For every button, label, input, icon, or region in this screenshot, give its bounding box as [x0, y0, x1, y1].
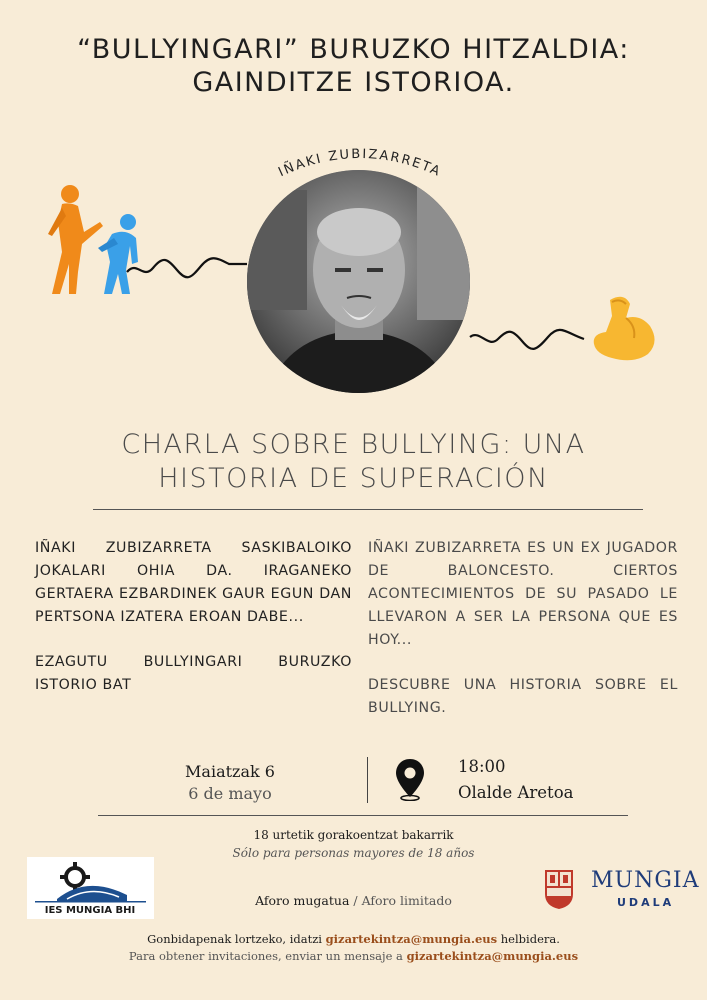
description-eu-p2: EZAGUTU BULLYINGARI BURUZKO ISTORIO BAT: [35, 654, 352, 693]
description-es-p1: IÑAKI ZUBIZARRETA ES UN EX JUGADOR DE BALONCESTO. CIERTOS ACONTECIMIENTOS DE SU PASADO LE LLEVARON A SER LA PERSONA QUE ES HOY...: [368, 540, 678, 648]
invitation-eu-post: helbidera.: [497, 932, 560, 946]
mungia-name: MUNGIA: [591, 868, 700, 893]
title-es-line-1: CHARLA SOBRE BULLYING: UNA: [121, 429, 586, 460]
mungia-shield-icon: [543, 868, 575, 910]
title-eu-line-2: GAINDITZE ISTORIOA.: [192, 67, 515, 98]
main-title-eu: [0, 33, 707, 99]
speaker-name-text: IÑAKI ZUBIZARRETA: [276, 146, 444, 181]
squiggle-line-right: [468, 325, 588, 355]
bullying-figures-icon: [40, 182, 150, 302]
description-es-p2: DESCUBRE UNA HISTORIA SOBRE EL BULLYING.: [368, 677, 678, 716]
squiggle-line-left: [125, 250, 250, 280]
mungia-sub: UDALA: [617, 896, 675, 909]
title-es-line-2: HISTORIA DE SUPERACIÓN: [158, 463, 549, 494]
capacity-es: Aforo limitado: [361, 893, 452, 908]
invitation-eu: [0, 932, 707, 946]
description-eu-p1: IÑAKI ZUBIZARRETA SASKIBALOIKO JOKALARI OHIA DA. IRAGANEKO GERTAERA EZBARDINEK GAUR EGUN DAN PERTSONA IZATERA EROAN DABE...: [35, 540, 352, 625]
event-divider: [367, 757, 368, 803]
flexed-biceps-icon: [590, 292, 660, 364]
divider-bottom: [98, 815, 628, 816]
event-place: Olalde Aretoa: [458, 783, 574, 802]
ies-logo-text: IES MUNGIA BHI: [44, 905, 136, 916]
ies-mungia-logo: [27, 857, 154, 919]
main-title-es: [0, 428, 707, 496]
mungia-udala-logo: [543, 868, 703, 914]
age-notice-eu: 18 urtetik gorakoentzat bakarrik: [253, 828, 454, 842]
invitation-es: [0, 949, 707, 963]
description-es: [368, 537, 678, 742]
invitation-eu-pre: Gonbidapenak lortzeko, idatzi: [147, 932, 326, 946]
title-eu-line-1: “BULLYINGARI” BURUZKO HITZALDIA:: [77, 34, 630, 65]
invitation-es-pre: Para obtener invitaciones, enviar un mensaje a: [128, 949, 407, 963]
invitation-email-link-es[interactable]: gizartekintza@mungia.eus: [406, 949, 579, 963]
divider-top: [93, 509, 643, 510]
event-time: 18:00: [458, 757, 506, 776]
capacity-separator: /: [349, 893, 362, 908]
capacity-eu: Aforo mugatua: [255, 893, 350, 908]
location-pin-icon: [393, 757, 427, 801]
event-date-es: 6 de mayo: [188, 784, 272, 803]
speaker-portrait: [247, 170, 470, 393]
invitation-email-link[interactable]: gizartekintza@mungia.eus: [325, 932, 498, 946]
age-notice-es: Sólo para personas mayores de 18 años: [232, 846, 475, 860]
description-eu: [35, 537, 352, 719]
event-date-eu: Maiatzak 6: [185, 762, 275, 781]
